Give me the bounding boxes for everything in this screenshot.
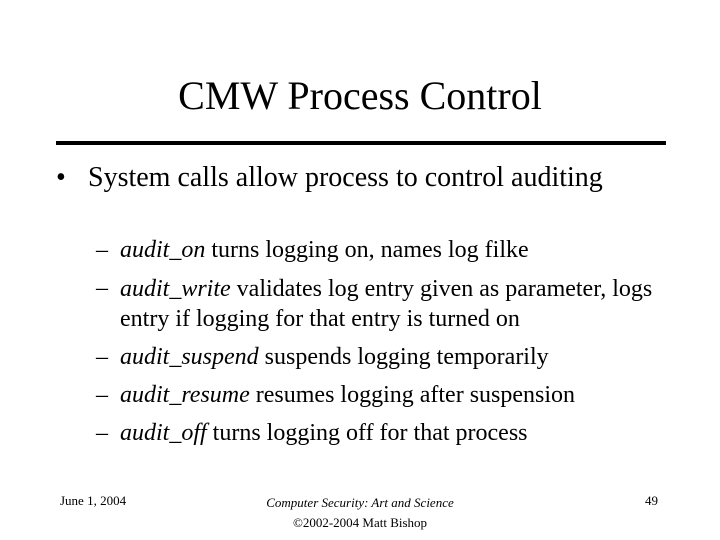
subbullet-text	[120, 381, 672, 410]
function-description: turns logging on, names log filke	[205, 237, 529, 263]
main-bullet-text: System calls allow process to control auditing	[88, 162, 603, 193]
footer-copyright: ©2002-2004 Matt Bishop	[292, 515, 428, 530]
function-name: audit_suspend	[120, 344, 259, 370]
subbullet-text	[120, 236, 672, 265]
function-name: audit_write	[120, 276, 231, 302]
footer-page-number: 49	[645, 493, 658, 508]
bullet-marker: •	[56, 162, 66, 193]
function-name: audit_on	[120, 237, 206, 263]
subbullet-text	[120, 343, 672, 372]
function-description: validates log entry given as parameter, logs entry if logging for that entry is turned on	[120, 276, 653, 332]
function-description: resumes logging after suspension	[249, 382, 576, 408]
subbullet-audit-suspend	[96, 343, 696, 372]
footer-date: June 1, 2004	[60, 493, 127, 508]
footer-book-title: Computer Security: Art and Science	[266, 495, 454, 510]
dash-marker: –	[96, 382, 108, 408]
subbullet-audit-off	[96, 419, 696, 448]
dash-marker: –	[96, 275, 108, 301]
function-name: audit_resume	[120, 382, 250, 408]
dash-marker: –	[96, 420, 108, 446]
subbullet-text	[120, 419, 672, 448]
subbullet-list	[96, 236, 696, 457]
subbullet-audit-on	[96, 236, 696, 265]
subbullet-audit-write	[96, 274, 696, 334]
slide-title: CMW Process Control	[178, 73, 542, 118]
function-description: turns logging off for that process	[206, 420, 528, 446]
title-underline	[56, 141, 666, 145]
function-description: suspends logging temporarily	[258, 344, 549, 370]
dash-marker: –	[96, 344, 108, 370]
subbullet-text	[120, 274, 672, 334]
subbullet-audit-resume	[96, 381, 696, 410]
function-name: audit_off	[120, 420, 207, 446]
footer-credits	[200, 493, 520, 533]
dash-marker: –	[96, 237, 108, 263]
